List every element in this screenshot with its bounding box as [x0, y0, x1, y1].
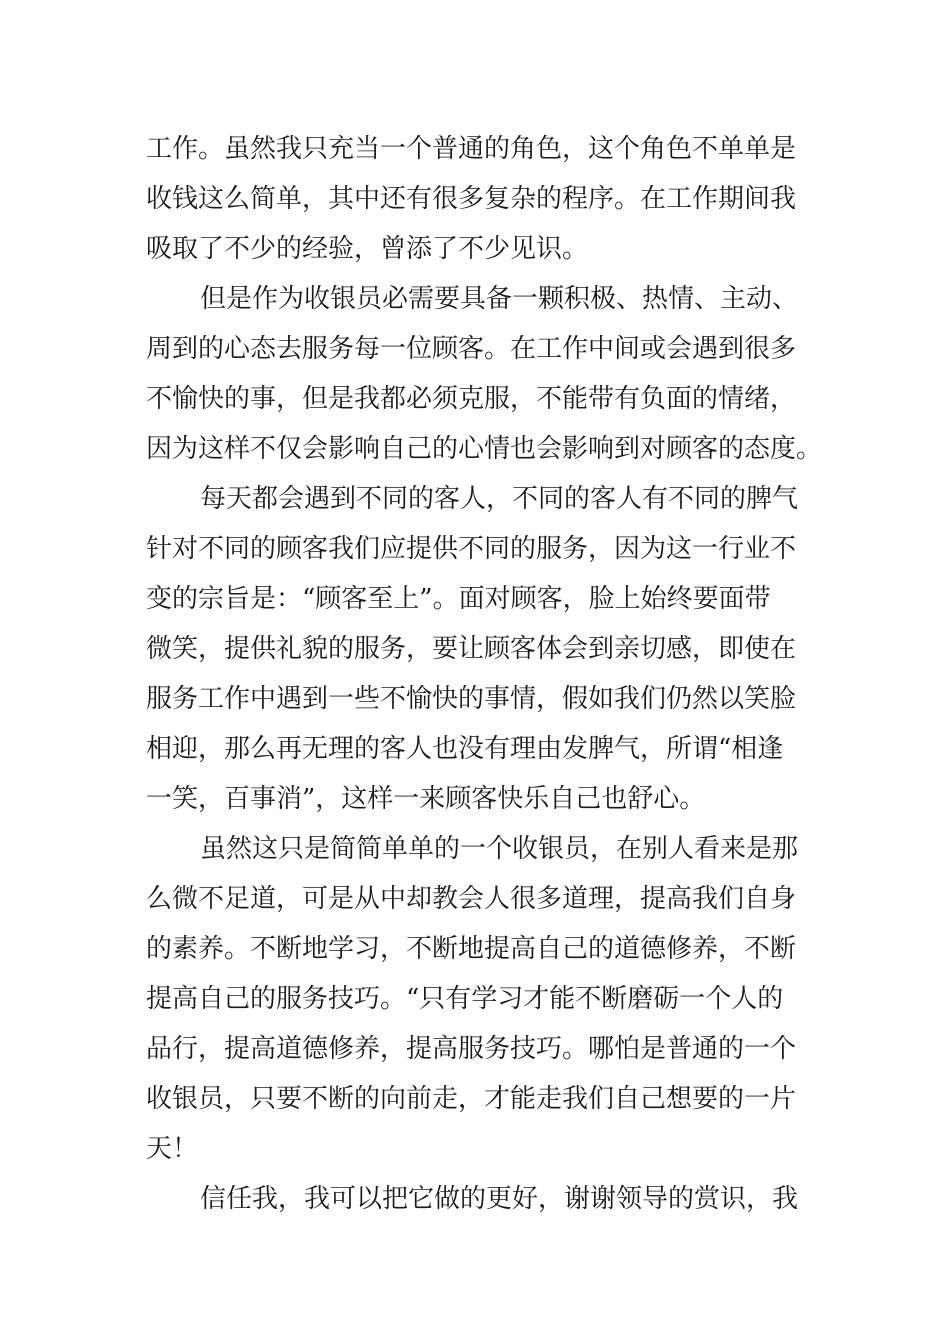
text-line: 因为这样不仅会影响自己的心情也会影响到对顾客的态度。 — [146, 434, 823, 464]
text-line: 收钱这么简单，其中还有很多复杂的程序。在工作期间我 — [146, 184, 797, 214]
paragraph-first-line: 虽然这只是简简单单的一个收银员，在别人看来是那 — [200, 834, 799, 864]
text-line: 工作。虽然我只充当一个普通的角色，这个角色不单单是 — [146, 134, 797, 164]
paragraph-first-line: 信任我，我可以把它做的更好，谢谢领导的赏识，我 — [200, 1184, 799, 1214]
text-line: 相迎，那么再无理的客人也没有理由发脾气，所谓“相逢 — [146, 734, 784, 764]
document-body — [146, 124, 823, 1224]
text-line: 收银员，只要不断的向前走，才能走我们自己想要的一片 — [146, 1084, 797, 1114]
text-line: 品行，提高道德修养，提高服务技巧。哪怕是普通的一个 — [146, 1034, 797, 1064]
text-line: 一笑，百事消”，这样一来顾客快乐自己也舒心。 — [146, 784, 706, 814]
text-line: 不愉快的事，但是我都必须克服，不能带有负面的情绪， — [146, 384, 797, 414]
text-line: 变的宗旨是：“顾客至上”。面对顾客，脸上始终要面带 — [146, 584, 771, 614]
text-line: 针对不同的顾客我们应提供不同的服务，因为这一行业不 — [146, 534, 797, 564]
text-line: 么微不足道，可是从中却教会人很多道理，提高我们自身 — [146, 884, 797, 914]
paragraph-first-line: 但是作为收银员必需要具备一颗积极、热情、主动、 — [200, 284, 799, 314]
paragraph-first-line: 每天都会遇到不同的客人，不同的客人有不同的脾气 — [200, 484, 799, 514]
text-line: 提高自己的服务技巧。“只有学习才能不断磨砺一个人的 — [146, 984, 784, 1014]
text-line: 天！ — [146, 1134, 199, 1164]
text-line: 吸取了不少的经验，曾添了不少见识。 — [146, 234, 589, 264]
text-line: 微笑，提供礼貌的服务，要让顾客体会到亲切感，即使在 — [146, 634, 797, 664]
text-line: 服务工作中遇到一些不愉快的事情，假如我们仍然以笑脸 — [146, 684, 797, 714]
text-line: 的素养。不断地学习，不断地提高自己的道德修养，不断 — [146, 934, 797, 964]
text-line: 周到的心态去服务每一位顾客。在工作中间或会遇到很多 — [146, 334, 797, 364]
